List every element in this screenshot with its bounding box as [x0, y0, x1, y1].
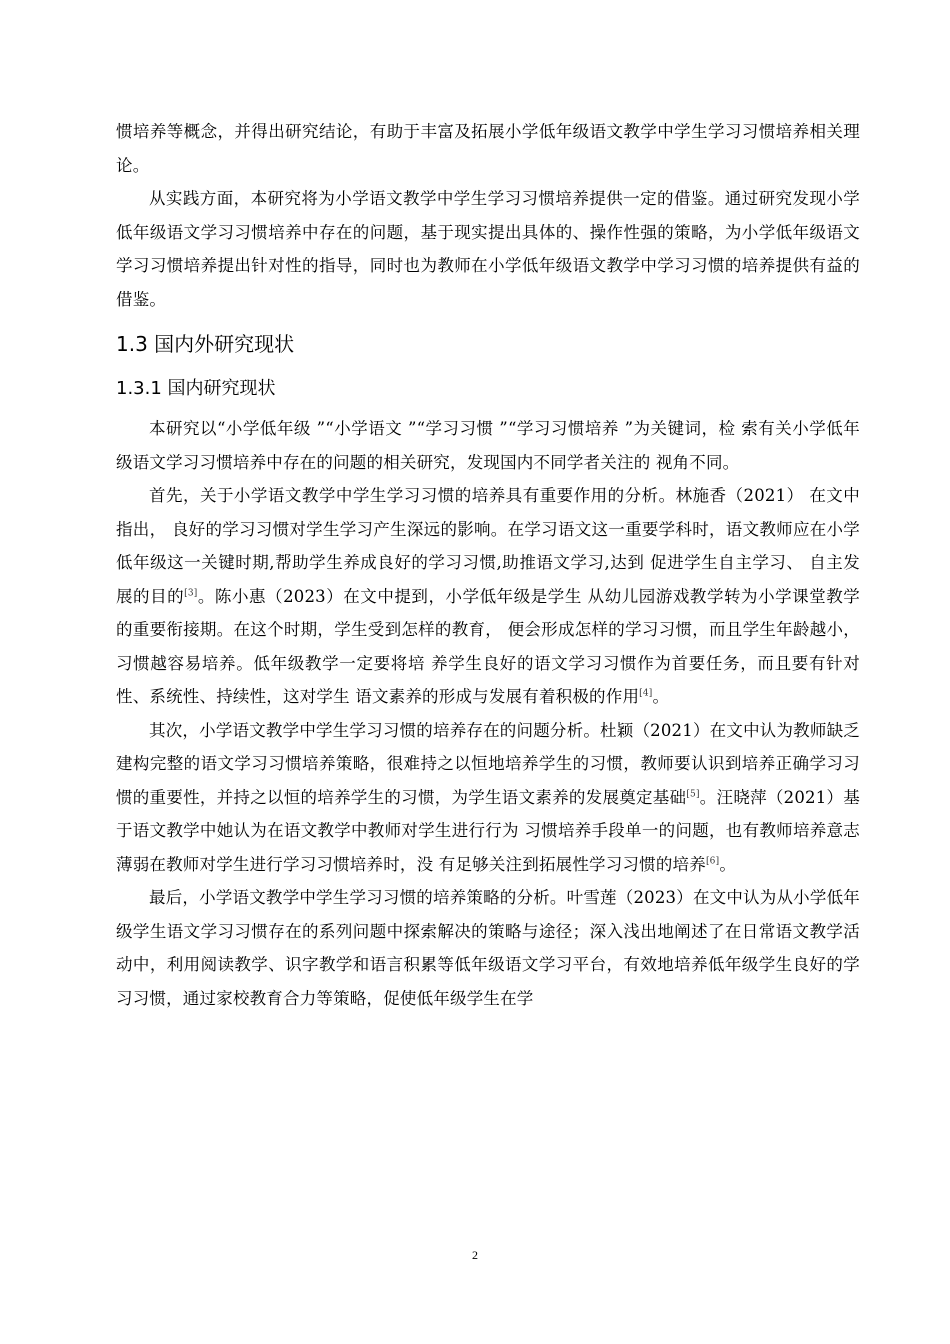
page-body	[116, 115, 860, 1015]
paragraph-second-part1: 其次，小学语文教学中学生学习习惯的培养存在的问题分析。杜颖（2021）在文中认为教师缺乏建构完整的语文学习习惯培养策略，很难持之以恒地培养学生的习惯，教师要认识到培养正确学习习惯的重要性，并持之以恒的培养学生的习惯，为学生语文素养的发展奠定基础	[116, 720, 860, 807]
paragraph-first-part2: 。陈小惠（2023）在文中提到，小学低年级是学生 从幼儿园游戏教学转为小学课堂教学的重要衔接期。在这个时期，学生受到怎样的教育， 便会形成怎样的学习习惯，而且学生年龄越小，习惯越容易培养。低年级教学一定要将培 养学生良好的语文学习习惯作为首要任务，而且要有针对性、系统性、持续性，这对学生 语文素养的形成与发展有着积极的作用	[116, 586, 860, 706]
paragraph-first-part1: 首先，关于小学语文教学中学生学习习惯的培养具有重要作用的分析。林施香（2021） 在文中指出， 良好的学习习惯对学生学习产生深远的影响。在学习语文这一重要学科时，语文教师应在小学低年级这一关键时期,帮助学生养成良好的学习习惯,助推语文学习,达到 促进学生自主学习、 自主发展的目的	[116, 486, 860, 606]
subsection-heading: 1.3.1 国内研究现状	[116, 378, 276, 399]
paragraph-second-part2: 。汪晓萍（2021）基于语文教学中她认为在语文教学中教师对学生进行行为 习惯培养手段单一的问题，也有教师培养意志薄弱在教师对学生进行学习习惯培养时，没 有足够关注到拓展性学习习惯的培养	[116, 787, 860, 874]
page-number: 2	[472, 1248, 478, 1262]
citation-5: [5]	[686, 789, 700, 799]
section-heading: 1.3 国内外研究现状	[116, 332, 295, 356]
paragraph-intro: 本研究以“小学低年级 ”“小学语文 ”“学习习惯 ”“学习习惯培养 ”为关键词，检 索有关小学低年级语文学习习惯培养中存在的问题的相关研究，发现国内不同学者关注的 视角不同。	[116, 419, 860, 472]
paragraph-first	[116, 479, 860, 714]
paragraph-second	[116, 714, 860, 882]
citation-6: [6]	[705, 856, 720, 866]
paragraph-practice: 从实践方面，本研究将为小学语文教学中学生学习习惯培养提供一定的借鉴。通过研究发现小学低年级语文学习习惯培养中存在的问题，基于现实提出具体的、操作性强的策略，为小学低年级语文学习习惯培养提出针对性的指导，同时也为教师在小学低年级语文教学中学习习惯的培养提供有益的借鉴。	[116, 189, 860, 309]
paragraph-continued: 惯培养等概念，并得出研究结论，有助于丰富及拓展小学低年级语文教学中学生学习习惯培养相关理论。	[116, 122, 860, 175]
paragraph-second-part3: 。	[719, 854, 737, 874]
citation-4: [4]	[639, 688, 653, 699]
paragraph-first-part3: 。	[652, 687, 670, 706]
paragraph-third: 最后，小学语文教学中学生学习习惯的培养策略的分析。叶雪莲（2023）在文中认为从小学低年级学生语文学习习惯存在的系列问题中探索解决的策略与途径；深入浅出地阐述了在日常语文教学活动中，利用阅读教学、识字教学和语言积累等低年级语文学习平台，有效地培养低年级学生良好的学习习惯，通过家校教育合力等策略，促使低年级学生在学	[116, 888, 860, 1008]
citation-3: [3]	[184, 588, 198, 598]
